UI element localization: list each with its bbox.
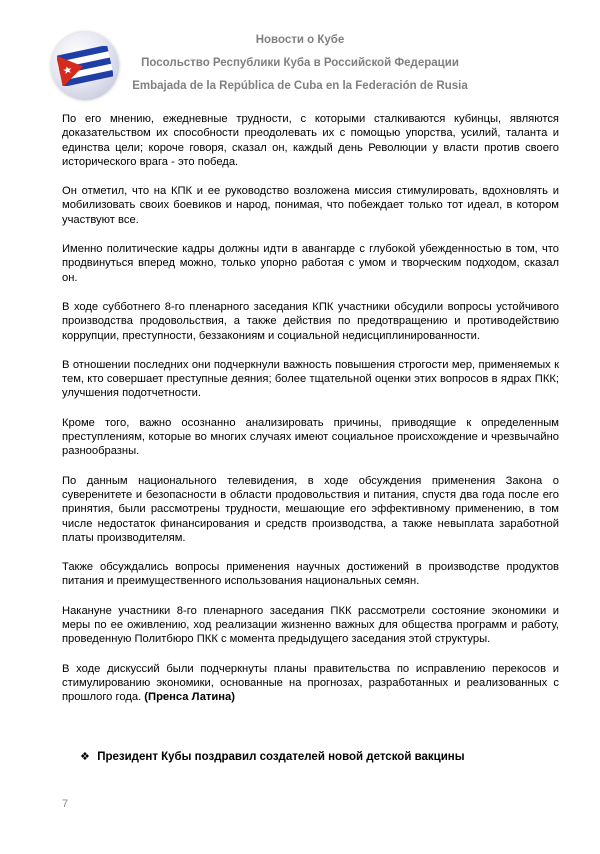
paragraph: Он отметил, что на КПК и ее руководство возложена миссия стимулировать, вдохновлять и мобилизовать своих боевиков и народ, понимая, что побеждает только тот идеал, в котором участвуют все. — [62, 185, 559, 226]
document-header — [0, 0, 600, 100]
newsletter-title: Новости о Кубе — [255, 34, 345, 46]
next-article-heading — [80, 750, 465, 763]
paragraph: По его мнению, ежедневные трудности, с которыми сталкиваются кубинцы, являются доказательством их способности преодолевать их с помощью упорства, усилий, таланта и единства цели; короче говоря, сказал он, каждый день Революции у власти против своего исторического врага - это победа. — [62, 113, 559, 168]
embassy-name-es: Embajada de la República de Cuba en la Federación de Rusia — [132, 80, 468, 92]
source-credit: (Пренса Латина) — [144, 691, 235, 704]
paragraph: Также обсуждались вопросы применения научных достижений в производстве продуктов питания и преимущественного использования национальных семян. — [62, 561, 559, 588]
diamond-bullet-icon: ❖ — [80, 751, 90, 763]
paragraph: В отношении последних они подчеркнули важность повышения строгости мер, применяемых к тем, кто совершает преступные деяния; более тщательной оценки этих вопросов в ядрах ПКК; улучшения подотчетности. — [62, 358, 559, 400]
paragraph: По данным национального телевидения, в ходе обсуждения применения Закона о суверенитете и безопасности в области продовольствия и питания, спустя два года после его принятия, были рассмотрены трудности, мешающие его эффективному применению, в том числе недостаток финансирования и средств производства, а также невыплата заработной платы производителям. — [62, 474, 559, 544]
paragraph: Именно политические кадры должны идти в авангарде с глубокой убежденностью в том, что продвинуться вперед можно, только упорно работая с умом и творческим подходом, сказал он. — [62, 243, 559, 284]
paragraph: В ходе субботнего 8-го пленарного заседания КПК участники обсудили вопросы устойчивого производства продовольствия, а также действия по предотвращению и противодействию коррупции, преступности, беззакониям и социальной недисциплинированности. — [62, 300, 559, 342]
page-number: 7 — [62, 798, 69, 810]
embassy-name-ru: Посольство Республики Куба в Российской Федерации — [141, 57, 459, 69]
paragraph: Накануне участники 8-го пленарного заседания ПКК рассмотрели состояние экономики и меры по ее оживлению, ход реализации жизненно важных для общества программ и работу, проведенную Политбюро ПКК с момента предыдущего заседания этой структуры. — [62, 604, 559, 646]
paragraph-text: В ходе дискуссий были подчеркнуты планы правительства по исправлению перекосов и стимулированию экономики, основанные на прогнозах, разработанных и реализованных с прошлого года. — [62, 662, 559, 704]
paragraph: Кроме того, важно осознанно анализировать причины, приводящие к определенным преступлениям, которые во многих случаях имеют социальное происхождение и чрезвычайно разнообразны. — [62, 416, 559, 458]
article-body — [62, 112, 559, 720]
next-article-title: Президент Кубы поздравил создателей новой детской вакцины — [97, 751, 465, 763]
paragraph-with-source — [62, 662, 559, 705]
